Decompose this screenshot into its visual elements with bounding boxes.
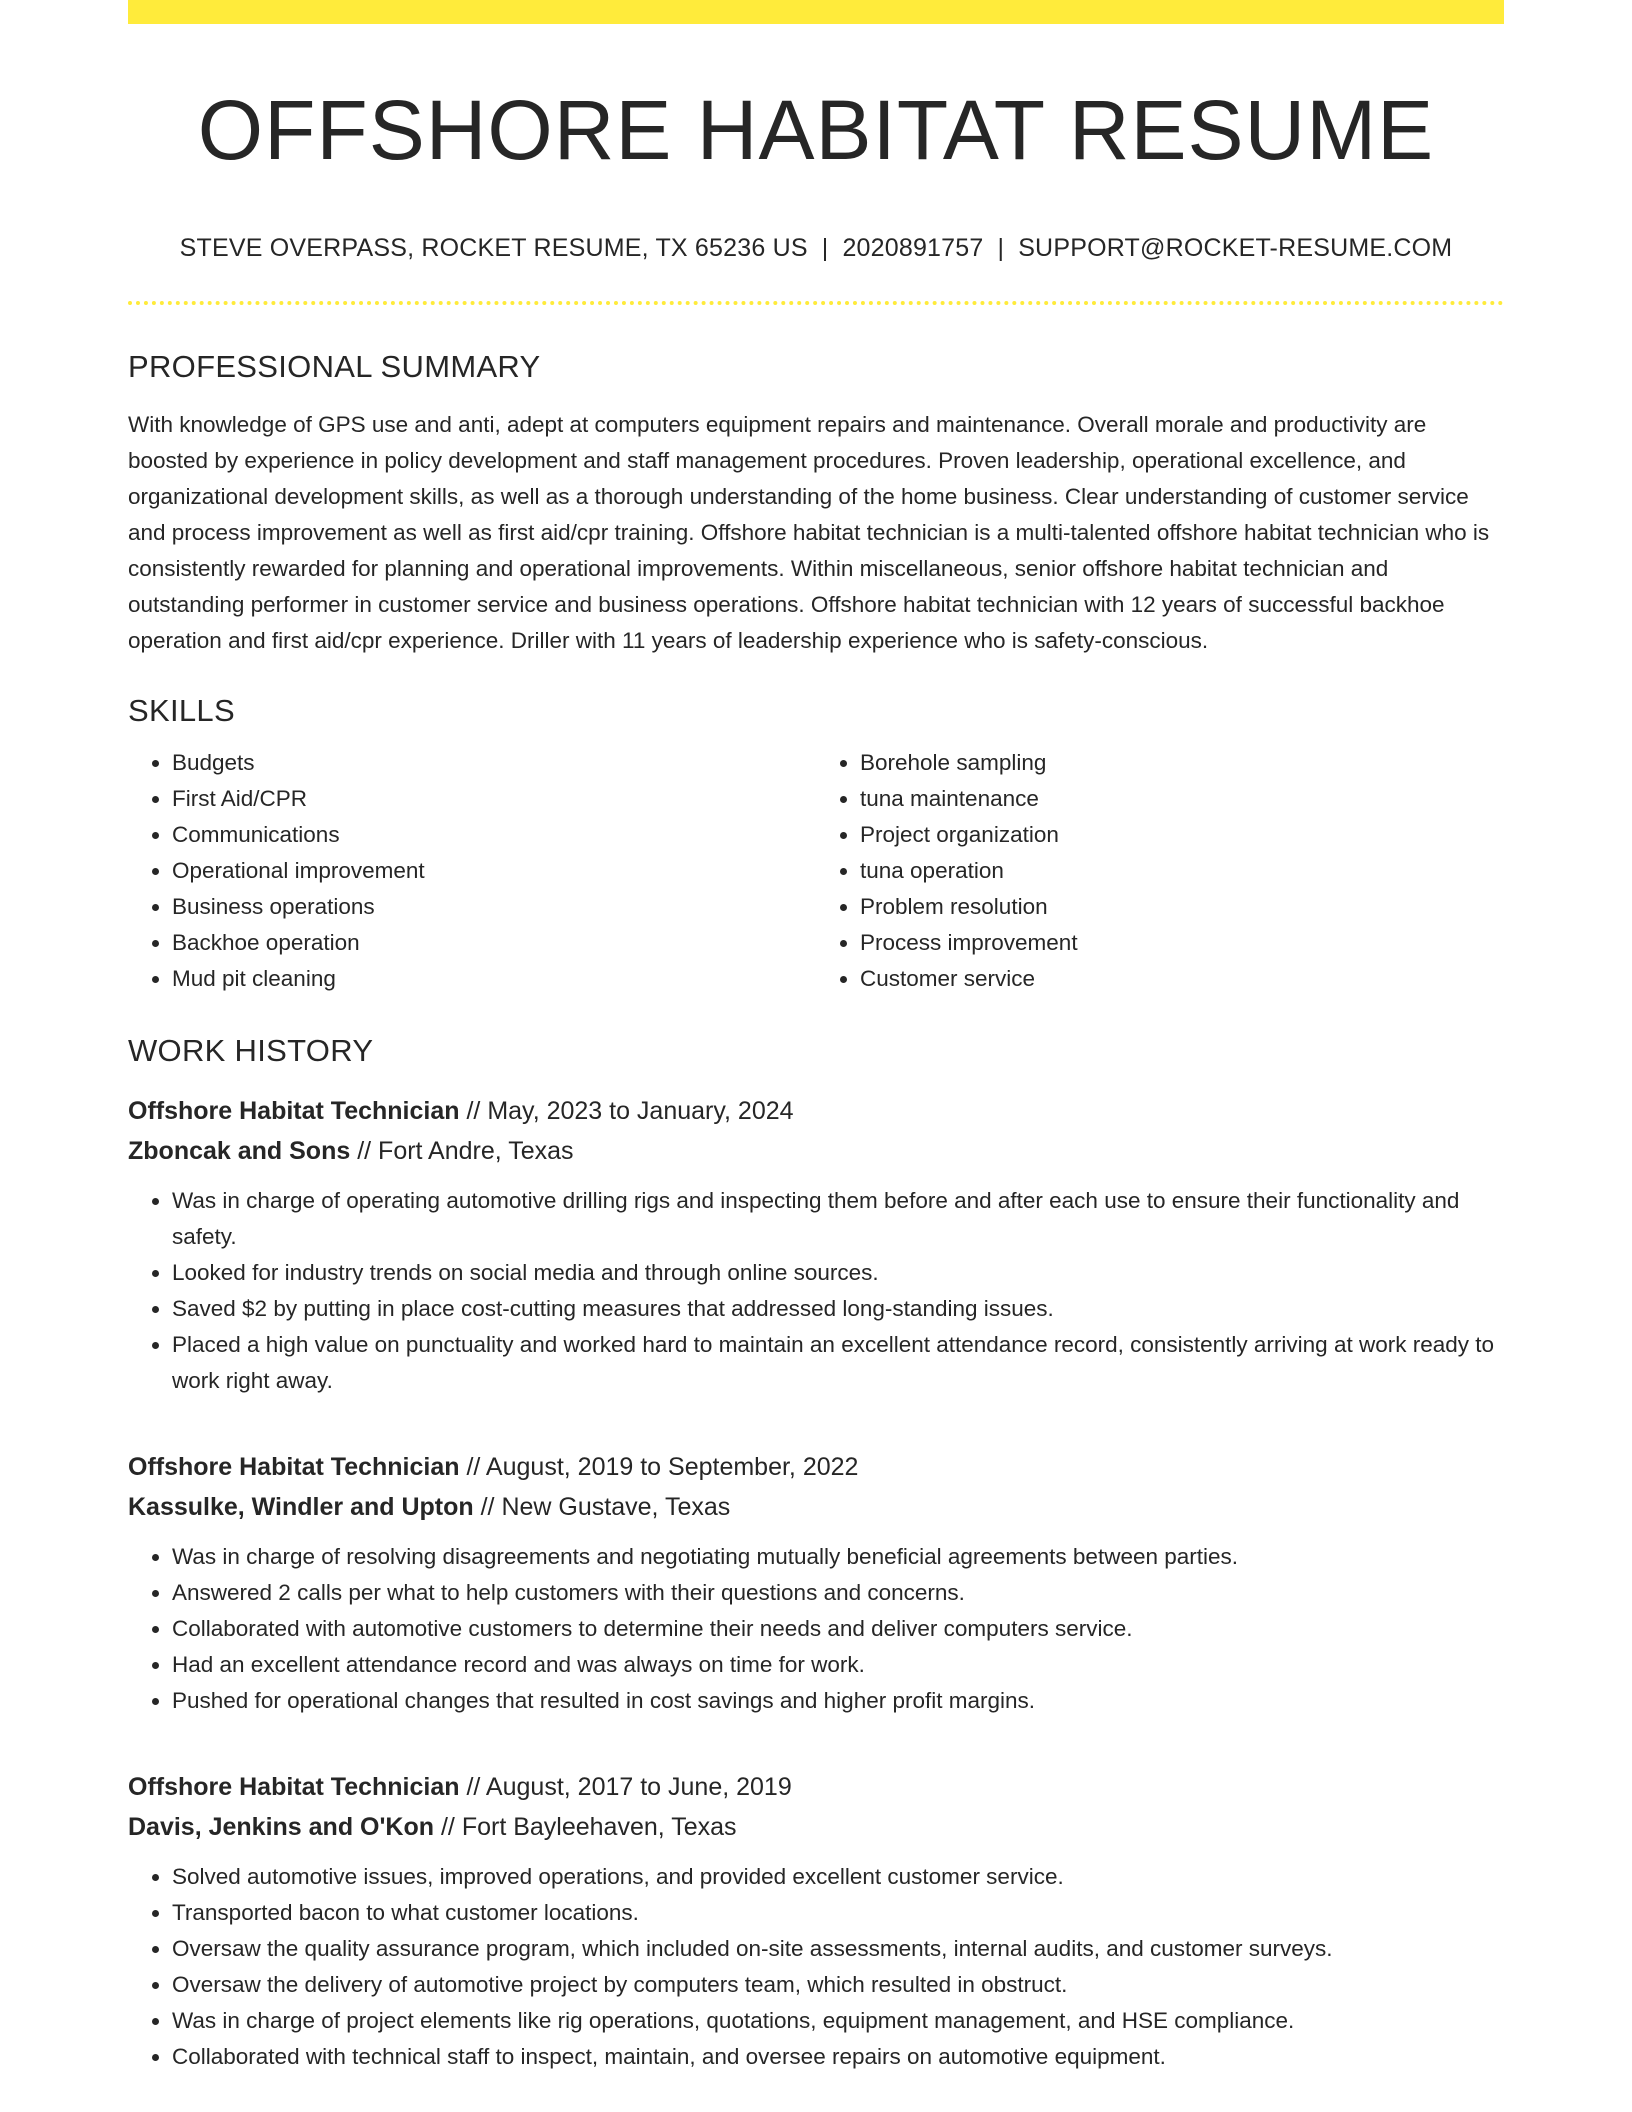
skills-section	[128, 693, 1504, 997]
contact-separator: |	[997, 234, 1005, 263]
contact-phone: 2020891757	[842, 234, 984, 263]
job-bullet: • Oversaw the delivery of automotive project by computers team, which resulted in obstruct.	[172, 1967, 1504, 2003]
resume-page	[128, 0, 1504, 2075]
job-location: // New Gustave, Texas	[473, 1493, 731, 1522]
header-divider	[128, 301, 1504, 305]
job-bullet: • Transported bacon to what customer locations.	[172, 1895, 1504, 1931]
job-entry	[128, 1091, 1504, 1399]
job-bullet: • Looked for industry trends on social media and through online sources.	[172, 1255, 1504, 1291]
job-bullet: • Collaborated with technical staff to inspect, maintain, and oversee repairs on automotive equipment.	[172, 2039, 1504, 2075]
skill-item: • Borehole sampling	[860, 745, 1504, 781]
skill-item: • First Aid/CPR	[172, 781, 816, 817]
job-bullet: • Oversaw the quality assurance program, which included on-site assessments, internal audits, and customer surveys.	[172, 1931, 1504, 1967]
job-title: Offshore Habitat Technician	[128, 1773, 460, 1802]
job-title-line	[128, 1447, 1504, 1487]
work-history-section	[128, 1033, 1504, 2075]
job-title: Offshore Habitat Technician	[128, 1097, 460, 1126]
job-location: // Fort Andre, Texas	[350, 1137, 574, 1166]
skill-item: • Project organization	[860, 817, 1504, 853]
skill-item: • Business operations	[172, 889, 816, 925]
job-company-line	[128, 1131, 1504, 1171]
job-company: Zboncak and Sons	[128, 1137, 351, 1166]
job-company-line	[128, 1487, 1504, 1527]
skill-item: • Operational improvement	[172, 853, 816, 889]
skill-item: • Communications	[172, 817, 816, 853]
job-dates: // May, 2023 to January, 2024	[459, 1097, 794, 1126]
skill-item: • Problem resolution	[860, 889, 1504, 925]
work-history-heading: WORK HISTORY	[128, 1033, 374, 1069]
job-bullet: • Was in charge of operating automotive drilling rigs and inspecting them before and after each use to ensure their functionality and safety.	[172, 1183, 1504, 1255]
job-bullets	[128, 1183, 1504, 1399]
job-company: Kassulke, Windler and Upton	[128, 1493, 474, 1522]
job-bullet: • Solved automotive issues, improved operations, and provided excellent customer service.	[172, 1859, 1504, 1895]
skill-item: • tuna maintenance	[860, 781, 1504, 817]
job-bullet: • Answered 2 calls per what to help customers with their questions and concerns.	[172, 1575, 1504, 1611]
job-title-line	[128, 1767, 1504, 1807]
job-company-line	[128, 1807, 1504, 1847]
job-bullet: • Was in charge of resolving disagreements and negotiating mutually beneficial agreements between parties.	[172, 1539, 1504, 1575]
top-accent-bar	[128, 0, 1504, 24]
contact-separator: |	[821, 234, 829, 263]
summary-heading: PROFESSIONAL SUMMARY	[128, 349, 541, 385]
contact-line	[128, 234, 1504, 263]
skill-item: • Mud pit cleaning	[172, 961, 816, 997]
summary-text: With knowledge of GPS use and anti, adept at computers equipment repairs and maintenance. Overall morale and productivity are boosted by experience in policy development and staff management procedures. Proven leadership, operational excellence, and organizational development skills, as well as a thorough understanding of the home business. Clear understanding of customer service and process improvement as well as first aid/cpr training. Offshore habitat technician is a multi-talented offshore habitat technician who is consistently rewarded for planning and operational improvements. Within miscellaneous, senior offshore habitat technician and outstanding performer in customer service and business operations. Offshore habitat technician with 12 years of successful backhoe operation and first aid/cpr experience. Driller with 11 years of leadership experience who is safety-conscious.	[128, 412, 1490, 654]
job-entry	[128, 1447, 1504, 1719]
job-bullet: • Saved $2 by putting in place cost-cutting measures that addressed long-standing issues.	[172, 1291, 1504, 1327]
skill-item: • Customer service	[860, 961, 1504, 997]
skills-right-column	[816, 745, 1504, 997]
skills-heading: SKILLS	[128, 693, 235, 729]
skill-item: • Budgets	[172, 745, 816, 781]
job-bullet: • Was in charge of project elements like rig operations, quotations, equipment management, and HSE compliance.	[172, 2003, 1504, 2039]
job-entry	[128, 1767, 1504, 2075]
job-title-line	[128, 1091, 1504, 1131]
contact-email: SUPPORT@ROCKET-RESUME.COM	[1018, 234, 1453, 263]
job-dates: // August, 2019 to September, 2022	[459, 1453, 859, 1482]
job-location: // Fort Bayleehaven, Texas	[434, 1813, 737, 1842]
job-bullet: • Pushed for operational changes that resulted in cost savings and higher profit margins.	[172, 1683, 1504, 1719]
contact-address: STEVE OVERPASS, ROCKET RESUME, TX 65236 US	[179, 234, 808, 263]
job-bullet: • Placed a high value on punctuality and worked hard to maintain an excellent attendance record, consistently arriving at work ready to work right away.	[172, 1327, 1504, 1399]
job-title: Offshore Habitat Technician	[128, 1453, 460, 1482]
skill-item: • Backhoe operation	[172, 925, 816, 961]
skills-left-column	[128, 745, 816, 997]
job-company: Davis, Jenkins and O'Kon	[128, 1813, 435, 1842]
job-bullet: • Collaborated with automotive customers to determine their needs and deliver computers service.	[172, 1611, 1504, 1647]
resume-title: OFFSHORE HABITAT RESUME	[197, 83, 1435, 177]
job-bullet: • Had an excellent attendance record and was always on time for work.	[172, 1647, 1504, 1683]
summary-section	[128, 349, 1504, 659]
job-bullets	[128, 1539, 1504, 1719]
skill-item: • Process improvement	[860, 925, 1504, 961]
job-bullets	[128, 1859, 1504, 2075]
job-dates: // August, 2017 to June, 2019	[459, 1773, 792, 1802]
skill-item: • tuna operation	[860, 853, 1504, 889]
skills-grid	[128, 745, 1504, 997]
